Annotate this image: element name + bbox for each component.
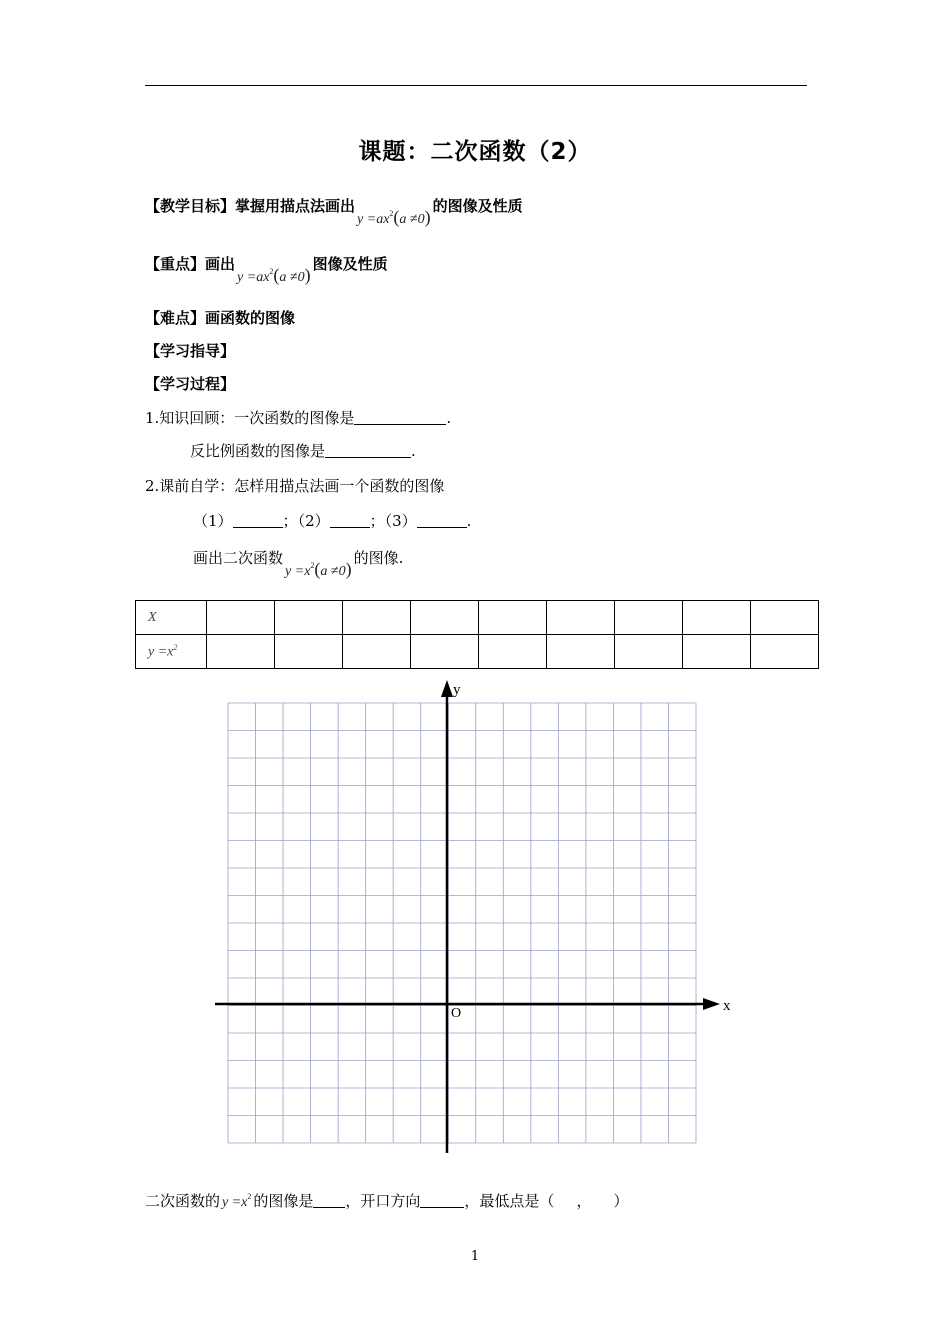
question-line: 二次函数的 $y =x^2$ 的图像是 ，开口方向 ，最低点是（ ， ） <box>145 1187 628 1213</box>
guide-label: 【学习指导】 <box>145 342 236 360</box>
origin-label: O <box>451 1006 462 1021</box>
key-text: 画出 <box>205 255 236 273</box>
review-line-2: 反比例函数的图像是 . <box>190 442 416 460</box>
selfstudy-line: 2.课前自学：怎样用描点法画一个函数的图像 <box>145 477 445 495</box>
key-suffix: 图像及性质 <box>312 255 388 273</box>
goal-suffix: 的图像及性质 <box>432 197 523 215</box>
goal-text: 掌握用描点法画出 <box>235 197 356 215</box>
draw-formula: $y =x^2(a \ne 0)$ <box>285 559 352 579</box>
x-axis-label: x <box>723 998 731 1014</box>
draw-line: 画出二次函数$y =x^2(a \ne 0)$的图像. <box>193 544 403 570</box>
process-label: 【学习过程】 <box>145 375 236 393</box>
goal-formula: $y =ax^2(a \ne 0)$ <box>357 207 431 227</box>
question-blank-shape[interactable] <box>313 1193 345 1208</box>
key-label: 【重点】 <box>145 255 206 273</box>
difficulty-text: 画函数的图像 <box>205 309 296 327</box>
goal-label: 【教学目标】 <box>145 197 236 215</box>
page-number: 1 <box>470 1249 480 1264</box>
x-axis-arrow <box>703 998 720 1010</box>
table-head-y: $y =x^2$ <box>136 635 207 669</box>
key-formula: $y =ax^2(a \ne 0)$ <box>237 265 311 285</box>
difficulty-label: 【难点】 <box>145 309 206 327</box>
review-line-1: 1.知识回顾：一次函数的图像是 . <box>145 409 452 427</box>
grid-lines <box>228 703 696 1143</box>
steps-line: （1） ；（2） ；（3） . <box>193 512 472 530</box>
question-blank-direction[interactable] <box>420 1193 464 1208</box>
table-head-x: X <box>136 601 207 635</box>
question-formula: $y =x^2$ <box>222 1192 252 1210</box>
page-title: 课题：二次函数（2） <box>358 139 592 165</box>
y-axis-arrow <box>441 680 453 697</box>
y-axis-label: y <box>453 682 461 698</box>
